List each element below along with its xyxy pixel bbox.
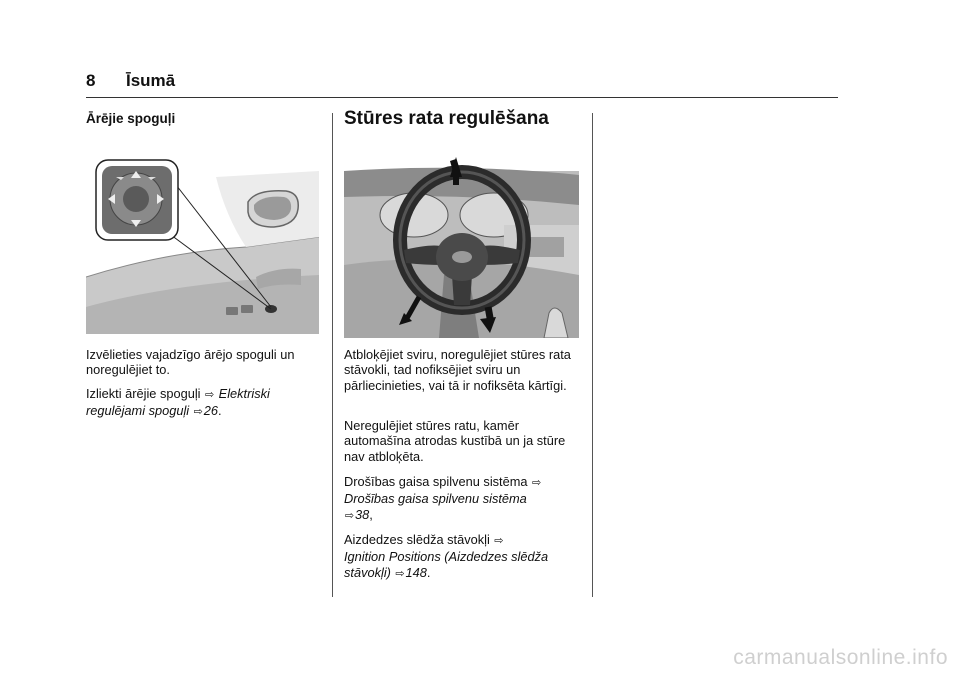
steering-wheel-adjustment-illustration (344, 155, 579, 338)
punctuation: . (217, 403, 222, 419)
watermark: carmanualsonline.info (733, 646, 948, 669)
punctuation: . (426, 564, 431, 580)
reference-link-electric-mirrors-a[interactable]: Elektriski (218, 386, 270, 401)
ignition-reference (344, 532, 589, 582)
reference-link-ignition[interactable]: Ignition Positions (Aizdedzes slēdža stāvokļi) (344, 549, 549, 580)
column-divider-left (332, 113, 333, 597)
steering-warning: Neregulējiet stūres ratu, kamēr automašīna atrodas kustībā un ja stūre nav atbloķēta. (344, 418, 566, 464)
convex-mirrors-note (86, 386, 321, 421)
page-arrow-icon: ⇨ (193, 406, 203, 419)
door-mirror-switch-illustration (86, 157, 319, 334)
page-reference[interactable]: 148 (405, 564, 427, 580)
mirrors-instruction: Izvēlieties vajadzīgo ārējo spoguli un noregulējiet to. (86, 347, 295, 378)
reference-arrow-icon: ⇨ (494, 535, 504, 547)
header-rule (86, 97, 838, 98)
ignition-text: Aizdedzes slēdža stāvokļi (344, 532, 490, 547)
airbag-text: Drošības gaisa spilvenu sistēma (344, 474, 528, 489)
page-number: 8 (86, 71, 96, 90)
reference-arrow-icon: ⇨ (204, 389, 215, 401)
airbag-reference (344, 474, 584, 524)
page-title: Īsumā (126, 71, 176, 90)
section-heading-mirrors: Ārējie spoguļi (86, 111, 176, 126)
page-arrow-icon: ⇨ (395, 567, 405, 580)
page-reference[interactable]: 26 (203, 403, 218, 419)
reference-link-airbag[interactable]: Drošības gaisa spilvenu sistēma (344, 491, 527, 507)
convex-mirrors-text: Izliekti ārējie spoguļi (86, 386, 201, 401)
column-divider-right (592, 113, 593, 597)
page-arrow-icon: ⇨ (344, 509, 355, 522)
punctuation: , (369, 506, 373, 522)
steering-adjust-instruction: Atbloķējiet sviru, noregulējiet stūres rata stāvokli, tad nofiksējiet sviru un pārliecinieties, vai tā ir nofiksēta kārtīgi. (344, 347, 571, 393)
section-heading-steering: Stūres rata regulēšana (344, 108, 549, 129)
reference-link-electric-mirrors-b[interactable]: regulējami spoguļi (86, 403, 190, 419)
page-reference[interactable]: 38 (355, 506, 370, 522)
reference-arrow-icon: ⇨ (531, 477, 542, 489)
